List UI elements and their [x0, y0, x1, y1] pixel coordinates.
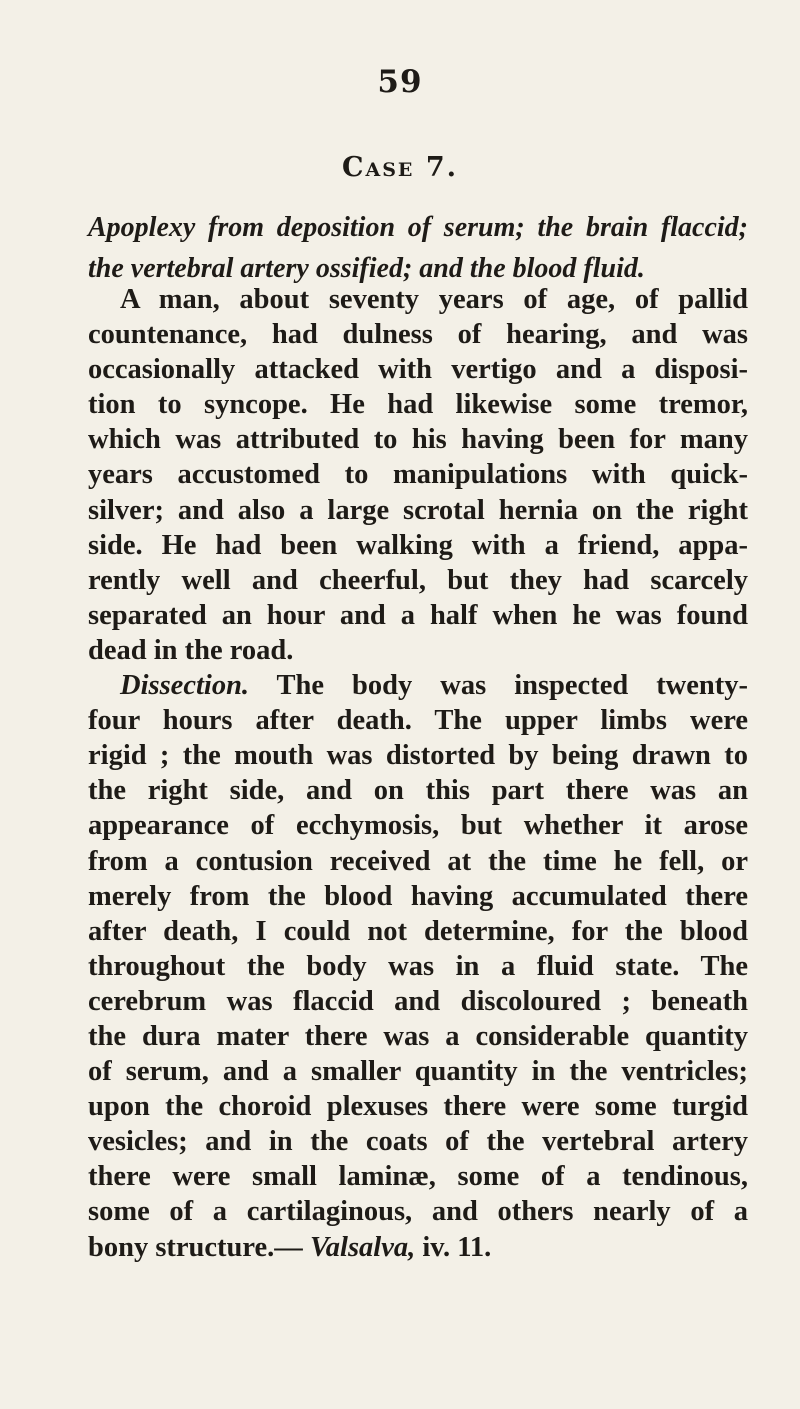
text-line: four hours after death. The upper limbs were — [88, 705, 748, 737]
dissection-heading: Dissection. — [120, 670, 250, 702]
text-line: cerebrum was flaccid and discoloured ; beneath — [88, 985, 748, 1017]
paragraph-history — [88, 282, 748, 668]
text-line: rigid ; the mouth was distorted by being drawn to — [88, 740, 748, 772]
subtitle-line: Apoplexy from deposition of serum; the brain flaccid; — [88, 212, 748, 243]
text-line: years accustomed to manipulations with quick- — [88, 459, 748, 491]
case-title: Case 7. — [341, 152, 459, 183]
page-number: 59 — [377, 64, 423, 100]
text-line: throughout the body was in a fluid state. The — [88, 950, 748, 982]
text-line: upon the choroid plexuses there were some turgid — [88, 1091, 748, 1123]
text-line: tion to syncope. He had likewise some tremor, — [88, 389, 748, 421]
text-line: side. He had been walking with a friend, appa- — [88, 529, 748, 561]
citation-author: Valsalva, — [309, 1231, 416, 1263]
text-line: of serum, and a smaller quantity in the ventricles; — [88, 1056, 748, 1088]
case-subtitle — [88, 207, 748, 289]
text-line: after death, I could not determine, for the blood — [88, 915, 748, 947]
text-line: dead in the road. — [88, 634, 294, 666]
text-line: occasionally attacked with vertigo and a disposi- — [88, 354, 748, 386]
text-line — [88, 1230, 748, 1265]
text-line: appearance of ecchymosis, but whether it arose — [88, 810, 748, 842]
text-line: from a contusion received at the time he fell, or — [88, 845, 748, 877]
text-line — [88, 668, 748, 703]
text-line: vesicles; and in the coats of the vertebral artery — [88, 1126, 748, 1158]
text-line: merely from the blood having accumulated there — [88, 880, 748, 912]
text-line: the right side, and on this part there was an — [88, 775, 748, 807]
text-line: there were small laminæ, some of a tendinous, — [88, 1161, 748, 1193]
text-line: separated an hour and a half when he was found — [88, 599, 748, 631]
body-text — [88, 282, 748, 1265]
subtitle-line: the vertebral artery ossified; and the blood fluid. — [88, 253, 645, 284]
text-fragment: bony structure.— — [88, 1231, 303, 1263]
text-line: the dura mater there was a considerable quantity — [88, 1020, 748, 1052]
text-line: rently well and cheerful, but they had scarcely — [88, 564, 748, 596]
text-fragment: The body was inspected twenty- — [276, 670, 748, 702]
text-line: A man, about seventy years of age, of pallid — [120, 284, 748, 315]
text-line: countenance, had dulness of hearing, and was — [88, 319, 748, 351]
text-line: some of a cartilaginous, and others nearly of a — [88, 1196, 748, 1228]
paragraph-dissection — [88, 668, 748, 1265]
citation-reference: iv. 11. — [422, 1231, 492, 1263]
text-line: which was attributed to his having been for many — [88, 424, 748, 456]
text-line: silver; and also a large scrotal hernia on the right — [88, 494, 748, 526]
